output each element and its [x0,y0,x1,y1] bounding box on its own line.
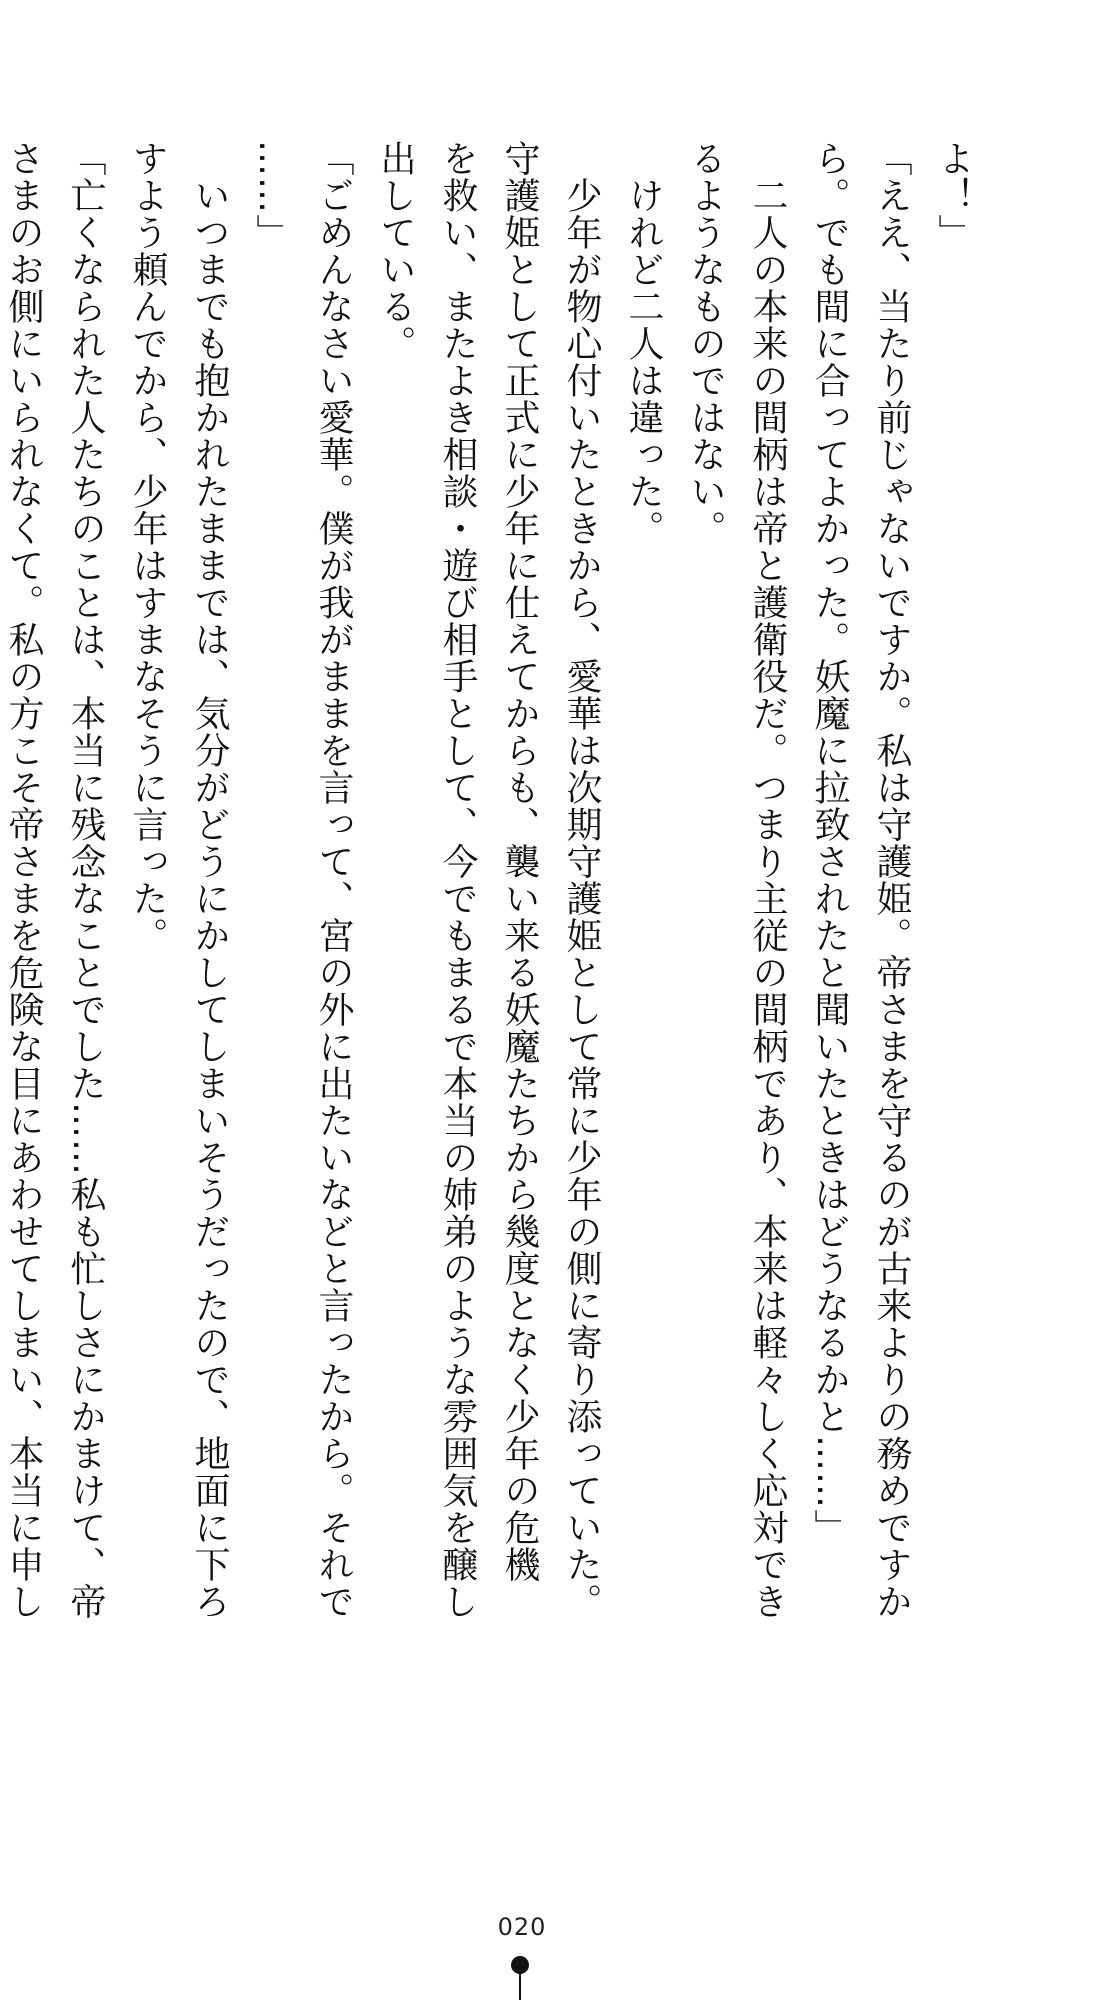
text-line: 「ええ、当たり前じゃないですか。私は守護姫。帝さまを守るのが古来よりの務めですか [871,140,912,1620]
text-line: るようなものではない。 [685,140,726,547]
text-line: さまのお側にいられなくて。私の方こそ帝さまを危険な目にあわせてしまい、本当に申し [3,140,44,1620]
text-line: を救い、またよき相談・遊び相手として、今でもまるで本当の姉弟のような雰囲気を醸し [437,140,478,1620]
vertical-text-block [0,140,984,1640]
text-line: よ！」 [933,140,974,251]
text-line: 守護姫として正式に少年に仕えてからも、襲い来る妖魔たちから幾度となく少年の危機 [499,140,540,1583]
page-marker-line [519,1970,521,2000]
text-line: いつまでも抱かれたままでは、気分がどうにかしてしまいそうだったので、地面に下ろ [189,140,230,1620]
text-line: すよう頼んでから、少年はすまなそうに言った。 [127,140,168,954]
text-line: 「亡くなられた人たちのことは、本当に残念なことでした……私も忙しさにかまけて、帝 [65,140,106,1620]
text-line: けれど二人は違った。 [623,140,664,547]
text-line: 「ごめんなさい愛華。僕が我がままを言って、宮の外に出たいなどと言ったから。それで [313,140,354,1620]
text-line: ……」 [251,140,292,251]
text-line: 少年が物心付いたときから、愛華は次期守護姫として常に少年の側に寄り添っていた。 [561,140,602,1620]
page-number: 020 [497,1913,547,1941]
text-line: 二人の本来の間柄は帝と護衛役だ。つまり主従の間柄であり、本来は軽々しく応対でき [747,140,788,1620]
text-line: 出している。 [375,140,416,362]
text-line: ら。でも間に合ってよかった。妖魔に拉致されたと聞いたときはどうなるかと……」 [809,140,850,1546]
